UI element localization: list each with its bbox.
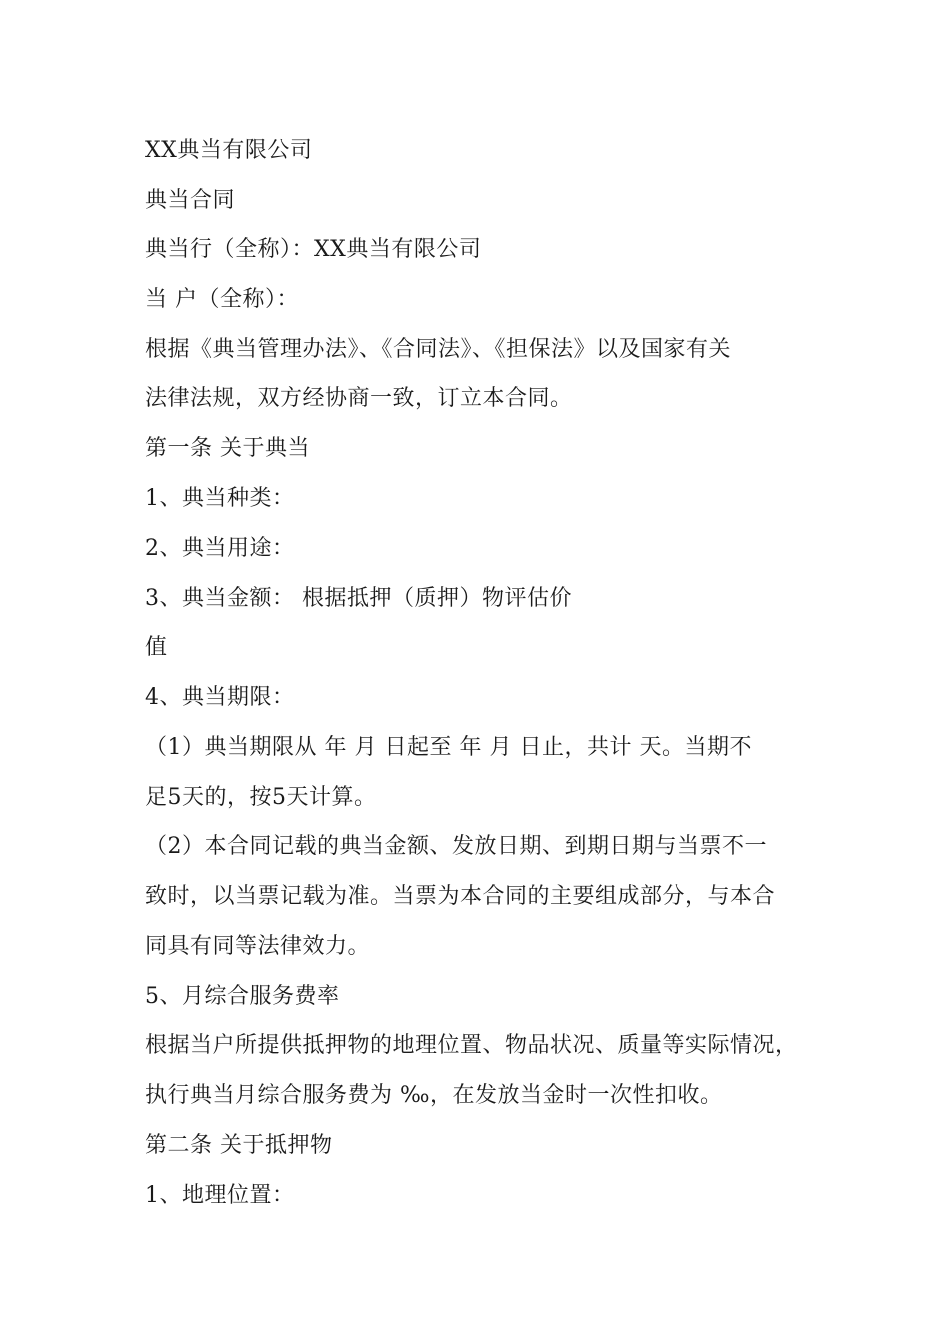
clause-service-fee-rate: 5、月综合服务费率	[145, 984, 340, 1009]
term-item-2-line-1: （2）本合同记载的典当金额、发放日期、到期日期与当票不一	[145, 834, 767, 859]
service-fee-line-1: 根据当户所提供抵押物的地理位置、物品状况、质量等实际情况，	[145, 1033, 798, 1058]
clause-pawn-amount-cont: 值	[145, 635, 168, 660]
clause-location: 1、地理位置：	[145, 1183, 295, 1208]
company-name: XX典当有限公司	[145, 138, 313, 163]
preamble-line-1: 根据《典当管理办法》、《合同法》、《担保法》以及国家有关	[145, 337, 732, 362]
clause-pawn-amount: 3、典当金额： 根据抵押（质押）物评估价	[145, 586, 572, 611]
article-2-heading: 第二条 关于抵押物	[145, 1133, 333, 1158]
term-item-2-line-3: 同具有同等法律效力。	[145, 934, 371, 959]
service-fee-line-2: 执行典当月综合服务费为 ‰，在发放当金时一次性扣收。	[145, 1083, 723, 1108]
pawnshop-party: 典当行（全称）：XX典当有限公司	[145, 237, 482, 262]
preamble-line-2: 法律法规，双方经协商一致，订立本合同。	[145, 386, 573, 411]
clause-pawn-type: 1、典当种类：	[145, 486, 295, 511]
pawner-party: 当 户（全称）：	[145, 287, 299, 312]
term-item-1-line-1: （1）典当期限从 年 月 日起至 年 月 日止，共计 天。当期不	[145, 735, 752, 760]
clause-pawn-term: 4、典当期限：	[145, 685, 295, 710]
term-item-1-line-2: 足5天的，按5天计算。	[145, 785, 377, 810]
clause-pawn-purpose: 2、典当用途：	[145, 536, 295, 561]
document-title: 典当合同	[145, 188, 236, 213]
article-1-heading: 第一条 关于典当	[145, 436, 310, 461]
term-item-2-line-2: 致时，以当票记载为准。当票为本合同的主要组成部分，与本合	[145, 884, 776, 909]
